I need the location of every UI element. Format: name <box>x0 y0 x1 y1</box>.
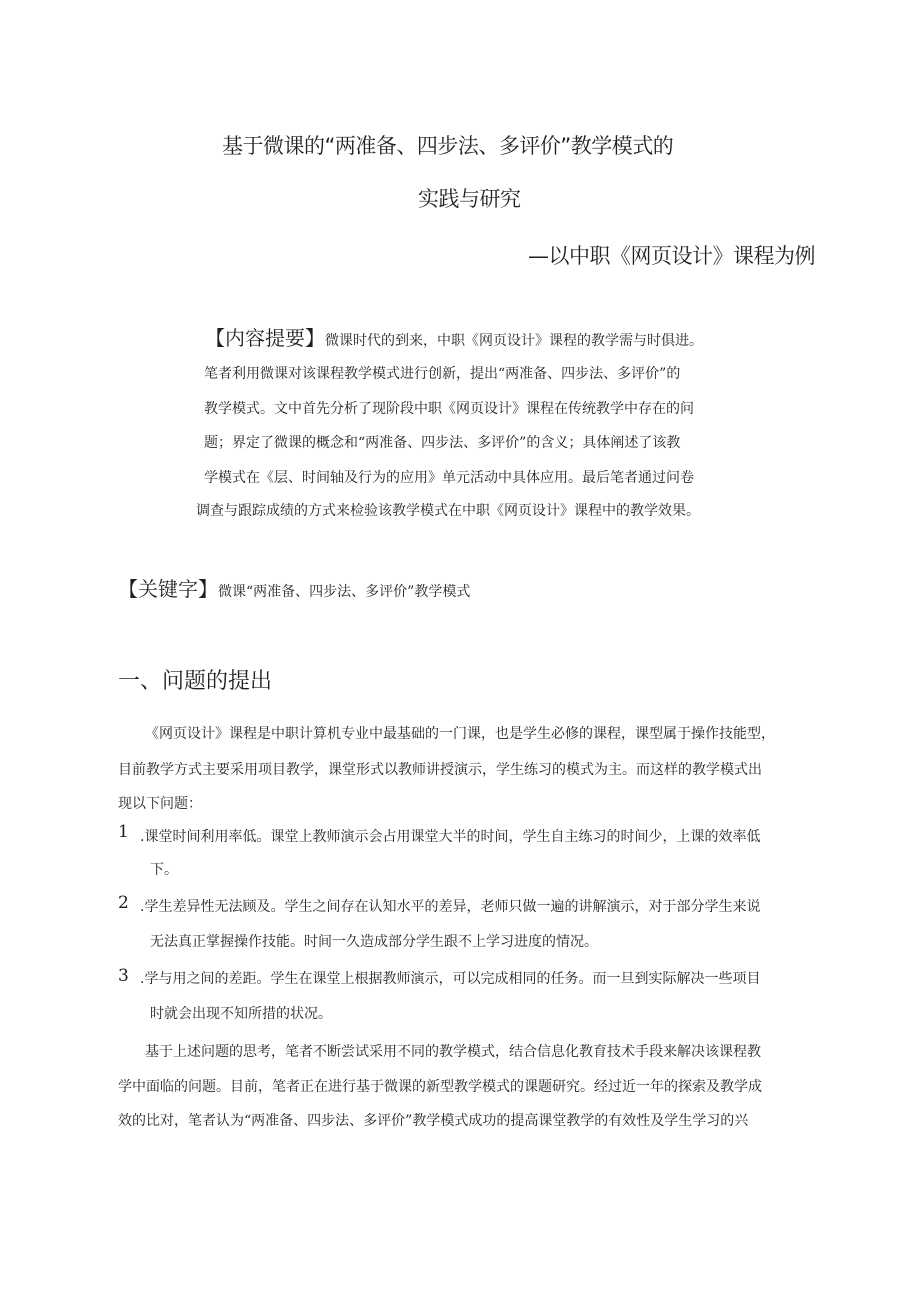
title-line-1: 基于微课的“两准备、四步法、多评价”教学模式的 <box>222 134 674 158</box>
intro-line-1: 《网页设计》课程是中职计算机专业中最基础的一门课，也是学生必修的课程，课型属于操作技能型， <box>145 726 775 742</box>
list-item-3-line-2: 时就会出现不知所措的状况。 <box>150 1006 332 1022</box>
keywords <box>118 573 470 602</box>
abstract-line-4: 题；界定了微课的概念和“两准备、四步法、多评价”的含义；具体阐述了该教 <box>204 435 681 451</box>
keywords-text: 微课“两准备、四步法、多评价”教学模式 <box>218 584 471 600</box>
closing-line-3: 效的比对，笔者认为“两准备、四步法、多评价”教学模式成功的提高课堂教学的有效性及学生学习的兴 <box>118 1113 749 1129</box>
intro-line-2: 目前教学方式主要采用项目教学，课堂形式以教师讲授演示，学生练习的模式为主。而这样的教学模式出 <box>118 762 762 778</box>
list-item-2-line-2: 无法真正掌握操作技能。时间一久造成部分学生跟不上学习进度的情况。 <box>150 934 598 950</box>
list-item-2-number: 2 <box>118 893 129 913</box>
abstract-line-3: 教学模式。文中首先分析了现阶段中职《网页设计》课程在传统教学中存在的问 <box>204 401 694 417</box>
list-item-2-line-1: .学生差异性无法顾及。学生之间存在认知水平的差异，老师只做一遍的讲解演示，对于部分学生来说 <box>140 899 761 915</box>
list-item-1-line-1: .课堂时间利用率低。课堂上教师演示会占用课堂大半的时间，学生自主练习的时间少，上课的效率低 <box>140 829 761 845</box>
intro-line-3: 现以下问题： <box>118 796 202 812</box>
title-line-2: 实践与研究 <box>418 187 521 211</box>
subtitle: —以中职《网页设计》课程为例 <box>528 244 815 268</box>
list-item-1-line-2: 下。 <box>150 862 178 878</box>
keywords-heading: 【关键字】 <box>118 577 218 601</box>
closing-line-2: 学中面临的问题。目前，笔者正在进行基于微课的新型教学模式的课题研究。经过近一年的探索及教学成 <box>118 1079 762 1095</box>
abstract-line-2: 笔者利用微课对该课程教学模式进行创新，提出“两准备、四步法、多评价”的 <box>204 366 681 382</box>
list-item-3-line-1: .学与用之间的差距。学生在课堂上根据教师演示，可以完成相同的任务。而一旦到实际解决一些项目 <box>140 971 761 987</box>
abstract-line-1: 微课时代的到来，中职《网页设计》课程的教学需与时俱进。 <box>325 333 703 349</box>
abstract-line-5: 学模式在《层、时间轴及行为的应用》单元活动中具体应用。最后笔者通过问卷 <box>204 470 694 486</box>
list-item-3-number: 3 <box>118 966 129 986</box>
list-item-1-number: 1 <box>118 822 129 842</box>
abstract-heading: 【内容提要】 <box>205 326 325 350</box>
closing-line-1: 基于上述问题的思考，笔者不断尝试采用不同的教学模式，结合信息化教育技术手段来解决该课程教 <box>145 1044 761 1060</box>
section-1-heading: 一、问题的提出 <box>118 669 273 694</box>
abstract-line-6: 调查与跟踪成绩的方式来检验该教学模式在中职《网页设计》课程中的教学效果。 <box>196 503 700 519</box>
